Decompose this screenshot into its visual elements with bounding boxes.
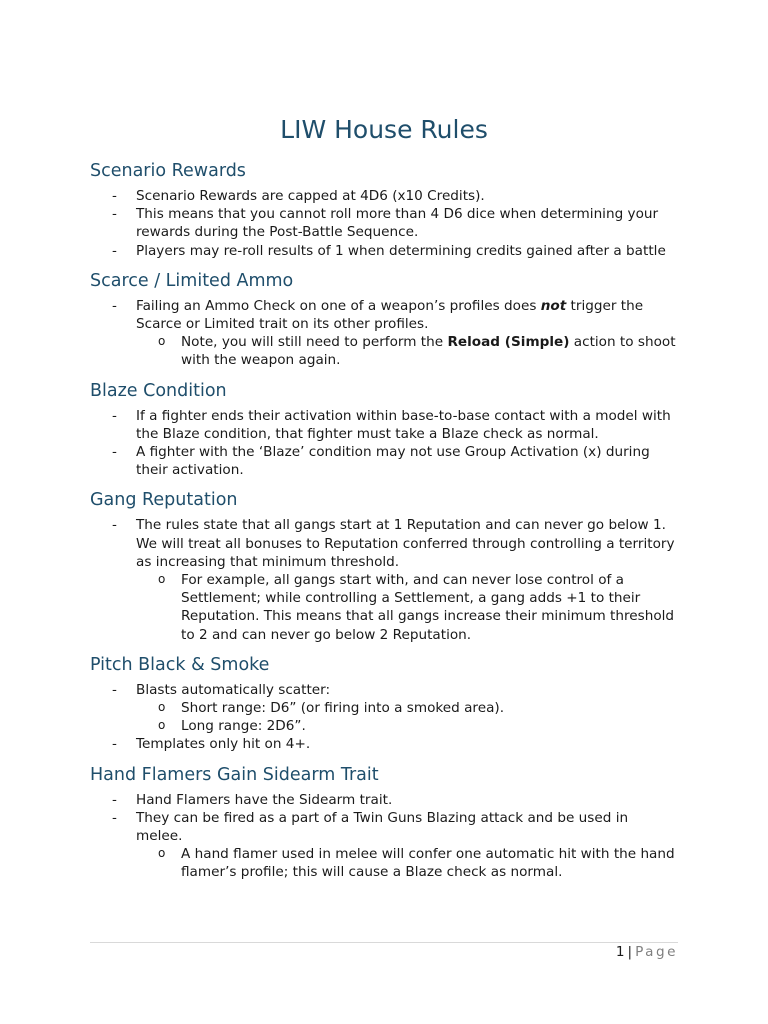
- bullet-list: [90, 187, 678, 260]
- section-heading: Scenario Rewards: [90, 161, 246, 181]
- text-run: trigger the Scarce or Limited trait on its other profiles.: [136, 297, 644, 333]
- list-item: - Blasts automatically scatter:: [90, 681, 678, 699]
- list-item: - A fighter with the ‘Blaze’ condition may not use Group Activation (x) during their activation.: [90, 443, 678, 479]
- list-item: - If a fighter ends their activation within base-to-base contact with a model with the Blaze condition, that fighter must take a Blaze check as normal.: [90, 407, 678, 443]
- section-heading: Hand Flamers Gain Sidearm Trait: [90, 764, 379, 785]
- document-page: [90, 112, 678, 891]
- emphasis-text: not: [540, 297, 567, 314]
- sub-list-item: o A hand flamer used in melee will confer one automatic hit with the hand flamer’s profile; this will cause a Blaze check as normal.: [90, 845, 678, 881]
- document-title: LIW House Rules: [280, 115, 488, 144]
- list-item: - This means that you cannot roll more than 4 D6 dice when determining your rewards during the Post-Battle Sequence.: [90, 205, 678, 241]
- page-separator: |: [627, 944, 633, 960]
- bullet-list: [90, 407, 678, 480]
- bullet-list: [90, 297, 678, 370]
- strong-text: Reload (Simple): [447, 334, 570, 351]
- sub-list-item: o Short range: D6” (or firing into a smoked area).: [90, 699, 678, 717]
- list-item: - Players may re-roll results of 1 when determining credits gained after a battle: [90, 242, 678, 260]
- text-run: Note, you will still need to perform the: [181, 334, 448, 351]
- list-item: - Scenario Rewards are capped at 4D6 (x10 Credits).: [90, 187, 678, 205]
- section-heading: Scarce / Limited Ammo: [90, 270, 294, 291]
- text-run: Failing an Ammo Check on one of a weapon’s profiles does: [136, 297, 541, 314]
- page-label: Page: [635, 944, 678, 960]
- section-heading: Gang Reputation: [90, 490, 238, 511]
- section-gang-reputation: [90, 488, 678, 643]
- list-item: - Templates only hit on 4+.: [90, 735, 678, 753]
- section-scarce-limited-ammo: [90, 269, 678, 370]
- bullet-list: [90, 681, 678, 754]
- bullet-list: [90, 516, 678, 643]
- section-scenario-rewards: [90, 159, 678, 260]
- sub-list-item: o Long range: 2D6”.: [90, 717, 678, 735]
- footer-divider: [90, 942, 678, 943]
- page-number: 1: [615, 944, 625, 960]
- sub-list-item: o For example, all gangs start with, and can never lose control of a Settlement; while controlling a Settlement, a gang adds +1 to their Reputation. This means that all gangs increase their minimum threshold to 2 and can never go below 2 Reputation.: [90, 571, 678, 644]
- sub-list-item: [90, 333, 678, 369]
- section-pitch-black-smoke: [90, 653, 678, 754]
- section-heading: Pitch Black & Smoke: [90, 654, 270, 675]
- text-run: action to shoot with the weapon again.: [181, 334, 676, 369]
- list-item: - They can be fired as a part of a Twin Guns Blazing attack and be used in melee.: [90, 809, 678, 845]
- section-blaze-condition: [90, 379, 678, 480]
- list-item: [90, 297, 678, 333]
- bullet-list: [90, 791, 678, 882]
- section-heading: Blaze Condition: [90, 380, 227, 401]
- list-item: - Hand Flamers have the Sidearm trait.: [90, 791, 678, 809]
- page-footer: [616, 943, 678, 961]
- list-item: - The rules state that all gangs start at 1 Reputation and can never go below 1. We will treat all bonuses to Reputation conferred through controlling a territory as increasing that minimum threshold.: [90, 516, 678, 571]
- section-hand-flamers: [90, 763, 678, 882]
